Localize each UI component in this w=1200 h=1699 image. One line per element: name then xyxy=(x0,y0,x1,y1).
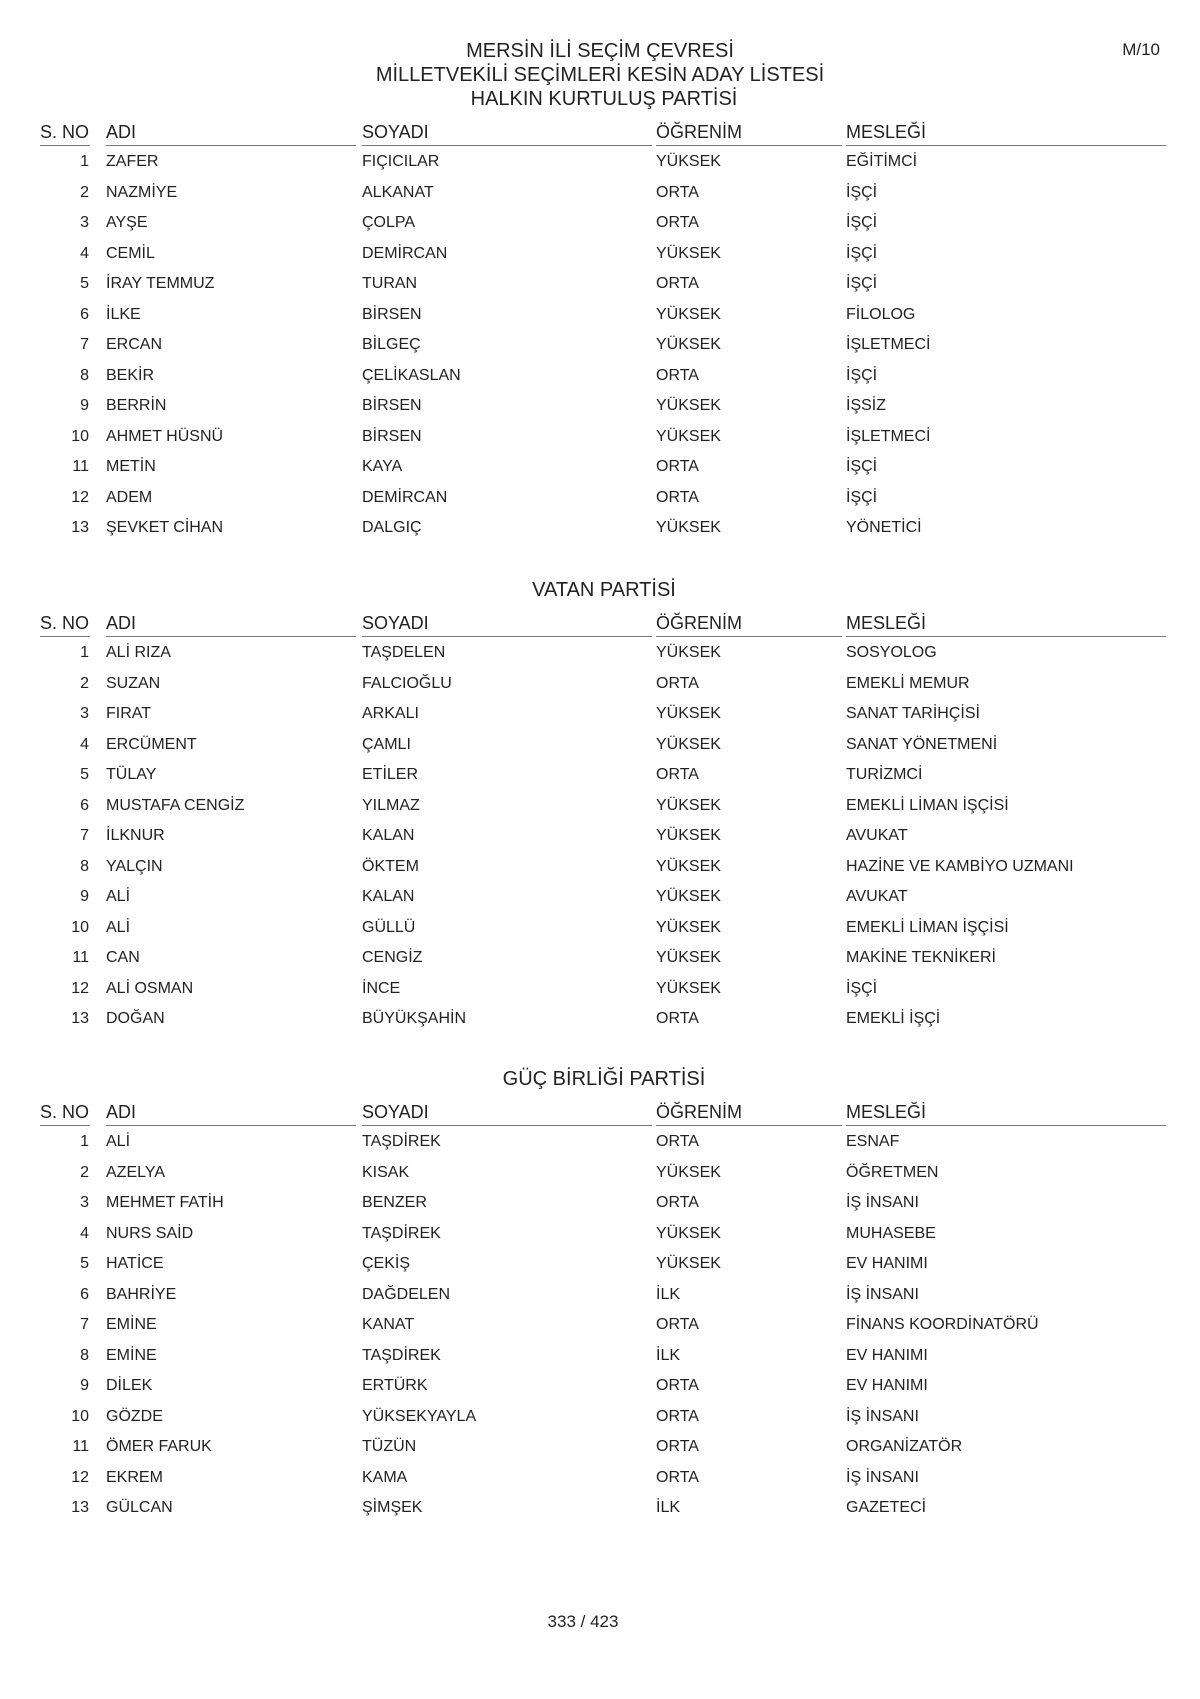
cell-ogrenim: ORTA xyxy=(656,1316,699,1333)
header-underline xyxy=(656,636,842,637)
cell-no: 6 xyxy=(80,1285,89,1303)
cell-adi: ALİ xyxy=(106,1133,131,1150)
header-underline xyxy=(40,145,90,146)
cell-soyadi: KAMA xyxy=(362,1468,408,1486)
cell-ogrenim: ORTA xyxy=(656,1133,699,1150)
table-row xyxy=(40,1407,1166,1437)
party-title: VATAN PARTİSİ xyxy=(532,579,676,601)
cell-no: 5 xyxy=(80,1255,89,1272)
cell-soyadi: TAŞDİREK xyxy=(362,1224,441,1242)
header-ogrenim: ÖĞRENİM xyxy=(656,122,743,142)
cell-soyadi: FIÇICILAR xyxy=(362,153,440,170)
cell-meslegi: İŞ İNSANI xyxy=(846,1285,919,1303)
cell-meslegi: İŞSİZ xyxy=(846,397,887,414)
cell-adi: YALÇIN xyxy=(106,857,163,875)
cell-ogrenim: YÜKSEK xyxy=(656,397,721,414)
cell-ogrenim: YÜKSEK xyxy=(656,153,721,170)
cell-adi: CEMİL xyxy=(106,244,155,262)
cell-adi: FIRAT xyxy=(106,705,152,722)
cell-ogrenim: YÜKSEK xyxy=(656,427,721,445)
cell-no: 13 xyxy=(71,519,89,536)
cell-meslegi: AVUKAT xyxy=(846,888,908,905)
cell-adi: DİLEK xyxy=(106,1377,153,1394)
table-row xyxy=(40,1163,1166,1193)
cell-no: 7 xyxy=(80,336,89,353)
cell-meslegi: GAZETECİ xyxy=(846,1499,927,1516)
cell-soyadi: ŞİMŞEK xyxy=(362,1499,423,1516)
cell-ogrenim: YÜKSEK xyxy=(656,949,721,966)
table-row xyxy=(40,643,1166,673)
cell-soyadi: FALCIOĞLU xyxy=(362,674,452,692)
party-section xyxy=(40,578,1166,1040)
cell-soyadi: DALGIÇ xyxy=(362,519,422,536)
title-line-1: MERSİN İLİ SEÇİM ÇEVRESİ xyxy=(466,40,734,62)
cell-soyadi: ÖKTEM xyxy=(362,857,419,875)
cell-meslegi: EV HANIMI xyxy=(846,1377,928,1394)
cell-no: 5 xyxy=(80,766,89,783)
cell-ogrenim: İLK xyxy=(656,1285,681,1303)
table-row xyxy=(40,457,1166,487)
cell-meslegi: HAZİNE VE KAMBİYO UZMANI xyxy=(846,857,1074,875)
table-row xyxy=(40,1437,1166,1467)
cell-meslegi: İŞÇİ xyxy=(846,214,878,231)
header-underline xyxy=(40,636,90,637)
cell-no: 2 xyxy=(80,1163,89,1181)
cell-soyadi: ERTÜRK xyxy=(362,1377,428,1394)
table-row xyxy=(40,488,1166,518)
header-no: S. NO xyxy=(40,1102,90,1122)
header-underline xyxy=(106,636,356,637)
cell-no: 8 xyxy=(80,1346,89,1364)
cell-adi: ALİ RIZA xyxy=(106,644,171,661)
cell-adi: İRAY TEMMUZ xyxy=(106,275,215,292)
cell-ogrenim: ORTA xyxy=(656,458,699,475)
header-soyadi: SOYADI xyxy=(362,122,429,142)
table-row xyxy=(40,396,1166,426)
cell-ogrenim: ORTA xyxy=(656,1438,699,1455)
cell-adi: ALİ OSMAN xyxy=(106,979,194,997)
cell-no: 11 xyxy=(72,1438,89,1455)
cell-soyadi: YILMAZ xyxy=(362,796,420,814)
title-line-2: MİLLETVEKİLİ SEÇİMLERİ KESİN ADAY LİSTESİ xyxy=(375,64,825,86)
table-row xyxy=(40,427,1166,457)
cell-soyadi: BİRSEN xyxy=(362,397,422,414)
party-section xyxy=(40,87,1166,549)
header-adi: ADI xyxy=(106,613,137,633)
cell-soyadi: ARKALI xyxy=(362,705,419,722)
cell-soyadi: TAŞDİREK xyxy=(362,1346,441,1364)
table-row xyxy=(40,1193,1166,1223)
cell-meslegi: İŞÇİ xyxy=(846,275,878,292)
cell-ogrenim: ORTA xyxy=(656,1407,699,1425)
cell-meslegi: AVUKAT xyxy=(846,827,908,844)
cell-no: 9 xyxy=(80,1377,89,1394)
cell-ogrenim: YÜKSEK xyxy=(656,796,721,814)
cell-soyadi: İNCE xyxy=(362,979,401,997)
header-no: S. NO xyxy=(40,122,90,142)
header-underline xyxy=(362,636,652,637)
cell-no: 13 xyxy=(71,1499,89,1516)
cell-adi: AYŞE xyxy=(106,214,148,231)
cell-soyadi: TURAN xyxy=(362,275,418,292)
cell-ogrenim: ORTA xyxy=(656,1468,699,1486)
cell-ogrenim: YÜKSEK xyxy=(656,827,721,844)
cell-soyadi: TAŞDİREK xyxy=(362,1133,441,1150)
cell-soyadi: DEMİRCAN xyxy=(362,244,448,262)
cell-ogrenim: YÜKSEK xyxy=(656,979,721,997)
cell-no: 4 xyxy=(80,1224,89,1242)
cell-adi: GÜLCAN xyxy=(106,1499,173,1516)
cell-no: 7 xyxy=(80,827,89,844)
cell-no: 3 xyxy=(80,214,89,231)
table-row xyxy=(40,152,1166,182)
cell-meslegi: EMEKLİ MEMUR xyxy=(846,674,970,692)
cell-meslegi: SANAT YÖNETMENİ xyxy=(846,735,998,753)
header-underline xyxy=(362,1125,652,1126)
table-row xyxy=(40,765,1166,795)
cell-meslegi: SOSYOLOG xyxy=(846,644,937,661)
header-ogrenim: ÖĞRENİM xyxy=(656,613,743,633)
cell-adi: NURS SAİD xyxy=(106,1224,194,1242)
table-row xyxy=(40,857,1166,887)
table-row xyxy=(40,796,1166,826)
cell-meslegi: EV HANIMI xyxy=(846,1255,928,1272)
cell-soyadi: BÜYÜKŞAHİN xyxy=(362,1010,467,1027)
cell-no: 13 xyxy=(71,1010,89,1027)
cell-ogrenim: ORTA xyxy=(656,674,699,692)
table-row xyxy=(40,518,1166,548)
header-adi: ADI xyxy=(106,122,137,142)
cell-soyadi: DEMİRCAN xyxy=(362,488,448,506)
cell-meslegi: SANAT TARİHÇİSİ xyxy=(846,705,980,722)
cell-soyadi: KALAN xyxy=(362,827,415,844)
cell-no: 2 xyxy=(80,183,89,201)
cell-adi: İLKNUR xyxy=(106,827,165,844)
page-number: 333 / 423 xyxy=(547,1612,619,1631)
cell-adi: BERRİN xyxy=(106,397,167,414)
table-row xyxy=(40,1376,1166,1406)
table-row xyxy=(40,274,1166,304)
cell-soyadi: CENGİZ xyxy=(362,949,423,966)
cell-no: 8 xyxy=(80,857,89,875)
cell-meslegi: EMEKLİ LİMAN İŞÇİSİ xyxy=(846,796,1009,814)
table-row xyxy=(40,979,1166,1009)
cell-no: 11 xyxy=(72,458,89,475)
cell-adi: AZELYA xyxy=(106,1163,165,1181)
cell-adi: ERCÜMENT xyxy=(106,735,197,753)
cell-soyadi: ÇAMLI xyxy=(362,735,411,753)
cell-soyadi: KAYA xyxy=(362,458,403,475)
cell-no: 3 xyxy=(80,1194,89,1211)
cell-no: 12 xyxy=(71,1468,89,1486)
cell-no: 10 xyxy=(71,427,89,445)
table-row xyxy=(40,1009,1166,1039)
cell-no: 1 xyxy=(80,1133,89,1150)
header-no: S. NO xyxy=(40,613,90,633)
cell-meslegi: EMEKLİ LİMAN İŞÇİSİ xyxy=(846,918,1009,936)
party-title: HALKIN KURTULUŞ PARTİSİ xyxy=(470,88,738,110)
header-underline xyxy=(846,636,1166,637)
header-meslegi: MESLEĞİ xyxy=(846,122,927,142)
cell-soyadi: ÇOLPA xyxy=(362,214,416,231)
cell-ogrenim: ORTA xyxy=(656,1010,699,1027)
cell-no: 3 xyxy=(80,705,89,722)
cell-ogrenim: YÜKSEK xyxy=(656,918,721,936)
cell-soyadi: YÜKSEKYAYLA xyxy=(362,1407,477,1425)
cell-adi: BAHRİYE xyxy=(106,1285,177,1303)
cell-meslegi: FİLOLOG xyxy=(846,305,916,323)
cell-meslegi: ESNAF xyxy=(846,1133,900,1150)
cell-meslegi: İŞÇİ xyxy=(846,366,878,384)
cell-meslegi: İŞÇİ xyxy=(846,183,878,201)
table-row xyxy=(40,1254,1166,1284)
table-row xyxy=(40,674,1166,704)
cell-adi: EKREM xyxy=(106,1468,163,1486)
table-row xyxy=(40,826,1166,856)
cell-no: 1 xyxy=(80,153,89,170)
cell-soyadi: ETİLER xyxy=(362,766,419,783)
document-title xyxy=(0,39,1200,87)
cell-soyadi: ALKANAT xyxy=(362,183,434,201)
cell-adi: ALİ xyxy=(106,918,131,936)
cell-adi: SUZAN xyxy=(106,674,161,692)
cell-adi: MEHMET FATİH xyxy=(106,1194,224,1211)
cell-ogrenim: YÜKSEK xyxy=(656,857,721,875)
table-row xyxy=(40,1346,1166,1376)
cell-ogrenim: YÜKSEK xyxy=(656,735,721,753)
cell-adi: ALİ xyxy=(106,888,131,905)
cell-no: 6 xyxy=(80,796,89,814)
cell-ogrenim: YÜKSEK xyxy=(656,1224,721,1242)
cell-soyadi: KANAT xyxy=(362,1316,415,1333)
cell-no: 9 xyxy=(80,397,89,414)
table-row xyxy=(40,918,1166,948)
cell-no: 6 xyxy=(80,305,89,323)
cell-ogrenim: YÜKSEK xyxy=(656,644,721,661)
table-header xyxy=(40,611,1166,637)
header-meslegi: MESLEĞİ xyxy=(846,613,927,633)
cell-no: 8 xyxy=(80,366,89,384)
table-header xyxy=(40,1100,1166,1126)
cell-ogrenim: ORTA xyxy=(656,1377,699,1394)
cell-ogrenim: YÜKSEK xyxy=(656,1163,721,1181)
cell-adi: METİN xyxy=(106,458,156,475)
cell-adi: DOĞAN xyxy=(106,1010,165,1027)
cell-meslegi: FİNANS KOORDİNATÖRÜ xyxy=(846,1316,1039,1333)
cell-soyadi: TAŞDELEN xyxy=(362,644,446,661)
header-underline xyxy=(846,1125,1166,1126)
header-meslegi: MESLEĞİ xyxy=(846,1102,927,1122)
cell-meslegi: İŞÇİ xyxy=(846,979,878,997)
cell-no: 11 xyxy=(72,949,89,966)
cell-ogrenim: YÜKSEK xyxy=(656,888,721,905)
cell-adi: EMİNE xyxy=(106,1316,157,1333)
header-soyadi: SOYADI xyxy=(362,1102,429,1122)
header-ogrenim: ÖĞRENİM xyxy=(656,1102,743,1122)
cell-ogrenim: ORTA xyxy=(656,275,699,292)
cell-ogrenim: YÜKSEK xyxy=(656,336,721,353)
header-underline xyxy=(106,1125,356,1126)
cell-meslegi: İŞLETMECİ xyxy=(846,336,931,353)
table-row xyxy=(40,366,1166,396)
cell-no: 4 xyxy=(80,735,89,753)
header-underline xyxy=(656,1125,842,1126)
cell-adi: HATİCE xyxy=(106,1255,164,1272)
table-row xyxy=(40,1285,1166,1315)
cell-adi: İLKE xyxy=(106,305,141,323)
cell-meslegi: İŞ İNSANI xyxy=(846,1468,919,1486)
cell-no: 2 xyxy=(80,674,89,692)
cell-ogrenim: YÜKSEK xyxy=(656,305,721,323)
cell-meslegi: İŞÇİ xyxy=(846,458,878,475)
cell-ogrenim: İLK xyxy=(656,1346,681,1364)
table-row xyxy=(40,1498,1166,1528)
cell-meslegi: EMEKLİ İŞÇİ xyxy=(846,1010,941,1027)
cell-meslegi: İŞ İNSANI xyxy=(846,1407,919,1425)
table-row xyxy=(40,735,1166,765)
cell-meslegi: İŞLETMECİ xyxy=(846,427,931,445)
party-section xyxy=(40,1067,1166,1529)
table-header xyxy=(40,120,1166,146)
table-row xyxy=(40,704,1166,734)
cell-meslegi: İŞÇİ xyxy=(846,244,878,262)
cell-meslegi: MUHASEBE xyxy=(846,1224,936,1242)
header-underline xyxy=(846,145,1166,146)
cell-adi: EMİNE xyxy=(106,1346,157,1364)
cell-meslegi: YÖNETİCİ xyxy=(846,519,922,536)
cell-adi: ZAFER xyxy=(106,153,159,170)
cell-ogrenim: İLK xyxy=(656,1499,681,1516)
cell-ogrenim: YÜKSEK xyxy=(656,1255,721,1272)
cell-meslegi: EĞİTİMCİ xyxy=(846,153,918,170)
cell-ogrenim: ORTA xyxy=(656,183,699,201)
cell-meslegi: ORGANİZATÖR xyxy=(846,1438,963,1455)
page-code: M/10 xyxy=(1122,40,1160,59)
cell-no: 10 xyxy=(71,918,89,936)
cell-meslegi: İŞÇİ xyxy=(846,488,878,506)
cell-soyadi: ÇELİKASLAN xyxy=(362,366,461,384)
header-underline xyxy=(106,145,356,146)
cell-adi: ADEM xyxy=(106,488,153,506)
cell-adi: ERCAN xyxy=(106,336,163,353)
header-underline xyxy=(656,145,842,146)
cell-ogrenim: YÜKSEK xyxy=(656,244,721,262)
cell-meslegi: TURİZMCİ xyxy=(846,766,923,783)
cell-meslegi: İŞ İNSANI xyxy=(846,1194,919,1211)
cell-ogrenim: YÜKSEK xyxy=(656,705,721,722)
cell-ogrenim: ORTA xyxy=(656,214,699,231)
cell-soyadi: KALAN xyxy=(362,888,415,905)
cell-soyadi: GÜLLÜ xyxy=(362,918,416,936)
cell-no: 9 xyxy=(80,888,89,905)
cell-adi: GÖZDE xyxy=(106,1407,163,1425)
table-row xyxy=(40,1132,1166,1162)
cell-no: 12 xyxy=(71,979,89,997)
cell-soyadi: BİRSEN xyxy=(362,305,422,323)
cell-soyadi: BİLGEÇ xyxy=(362,336,421,353)
table-row xyxy=(40,948,1166,978)
cell-adi: NAZMİYE xyxy=(106,183,178,201)
cell-soyadi: KISAK xyxy=(362,1163,410,1181)
cell-soyadi: ÇEKİŞ xyxy=(362,1255,411,1272)
header-soyadi: SOYADI xyxy=(362,613,429,633)
cell-ogrenim: YÜKSEK xyxy=(656,519,721,536)
cell-adi: BEKİR xyxy=(106,366,155,384)
table-row xyxy=(40,1315,1166,1345)
cell-meslegi: ÖĞRETMEN xyxy=(846,1163,939,1181)
cell-soyadi: TÜZÜN xyxy=(362,1438,417,1455)
cell-no: 10 xyxy=(71,1407,89,1425)
table-row xyxy=(40,244,1166,274)
cell-soyadi: DAĞDELEN xyxy=(362,1285,451,1303)
table-row xyxy=(40,887,1166,917)
header-underline xyxy=(362,145,652,146)
cell-adi: TÜLAY xyxy=(106,766,157,783)
cell-ogrenim: ORTA xyxy=(656,488,699,506)
cell-no: 4 xyxy=(80,244,89,262)
cell-ogrenim: ORTA xyxy=(656,1194,699,1211)
cell-adi: AHMET HÜSNÜ xyxy=(106,427,224,445)
cell-no: 7 xyxy=(80,1316,89,1333)
cell-adi: MUSTAFA CENGİZ xyxy=(106,796,245,814)
cell-adi: ÖMER FARUK xyxy=(106,1438,212,1455)
cell-meslegi: MAKİNE TEKNİKERİ xyxy=(846,949,996,966)
table-row xyxy=(40,1224,1166,1254)
cell-adi: ŞEVKET CİHAN xyxy=(106,519,224,536)
cell-meslegi: EV HANIMI xyxy=(846,1346,928,1364)
cell-ogrenim: ORTA xyxy=(656,766,699,783)
table-row xyxy=(40,305,1166,335)
cell-adi: CAN xyxy=(106,949,140,966)
cell-no: 5 xyxy=(80,275,89,292)
cell-ogrenim: ORTA xyxy=(656,366,699,384)
table-row xyxy=(40,183,1166,213)
party-title: GÜÇ BİRLİĞİ PARTİSİ xyxy=(502,1068,706,1090)
cell-no: 1 xyxy=(80,644,89,661)
table-row xyxy=(40,335,1166,365)
cell-soyadi: BİRSEN xyxy=(362,427,422,445)
cell-no: 12 xyxy=(71,488,89,506)
table-row xyxy=(40,213,1166,243)
header-underline xyxy=(40,1125,90,1126)
cell-soyadi: BENZER xyxy=(362,1194,427,1211)
header-adi: ADI xyxy=(106,1102,137,1122)
table-row xyxy=(40,1468,1166,1498)
